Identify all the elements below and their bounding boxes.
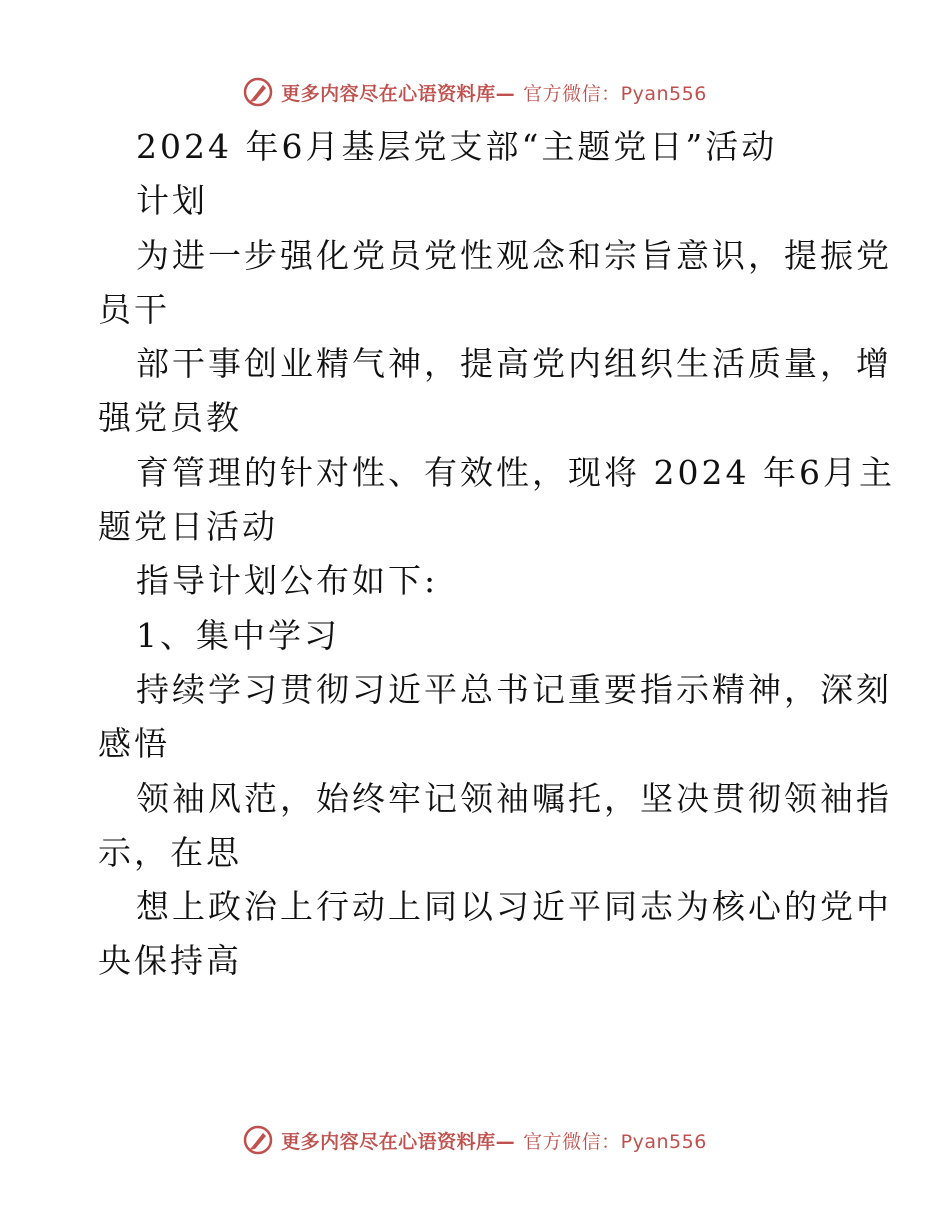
watermark-text: 更多内容尽在心语资料库— <box>281 1130 516 1153</box>
text-line: 强党员教 <box>98 398 242 438</box>
footer-watermark <box>0 1120 950 1160</box>
pen-logo-icon <box>243 77 273 107</box>
document-body <box>98 120 895 989</box>
watermark-text: 更多内容尽在心语资料库— <box>281 82 516 105</box>
text-line: 部干事创业精气神，提高党内组织生活质量，增 <box>136 344 892 384</box>
text-line: 员干 <box>98 289 170 329</box>
watermark-contact: 官方微信：Pyan556 <box>523 82 707 105</box>
text-line: 为进一步强化党员党性观念和宗旨意识，提振党 <box>136 235 892 275</box>
text-line: 想上政治上行动上同以习近平同志为核心的党中 <box>136 887 892 927</box>
pen-logo-icon <box>243 1125 273 1155</box>
text-line: 领袖风范，始终牢记领袖嘱托，坚决贯彻领袖指 <box>136 778 892 818</box>
section-heading: 1、集中学习 <box>136 615 340 655</box>
header-watermark <box>0 72 950 112</box>
text-line: 指导计划公布如下: <box>136 561 439 601</box>
watermark-contact: 官方微信：Pyan556 <box>523 1130 707 1153</box>
text-line: 育管理的针对性、有效性，现将 2024 年6月主 <box>136 452 895 492</box>
text-line: 感悟 <box>98 724 170 764</box>
text-line: 题党日活动 <box>98 507 278 547</box>
text-line: 2024 年6月基层党支部“主题党日”活动 <box>136 127 778 166</box>
text-line: 计划 <box>136 181 208 221</box>
text-line: 央保持高 <box>98 941 242 981</box>
text-line: 持续学习贯彻习近平总书记重要指示精神，深刻 <box>136 669 892 709</box>
text-line: 示，在思 <box>98 832 242 872</box>
